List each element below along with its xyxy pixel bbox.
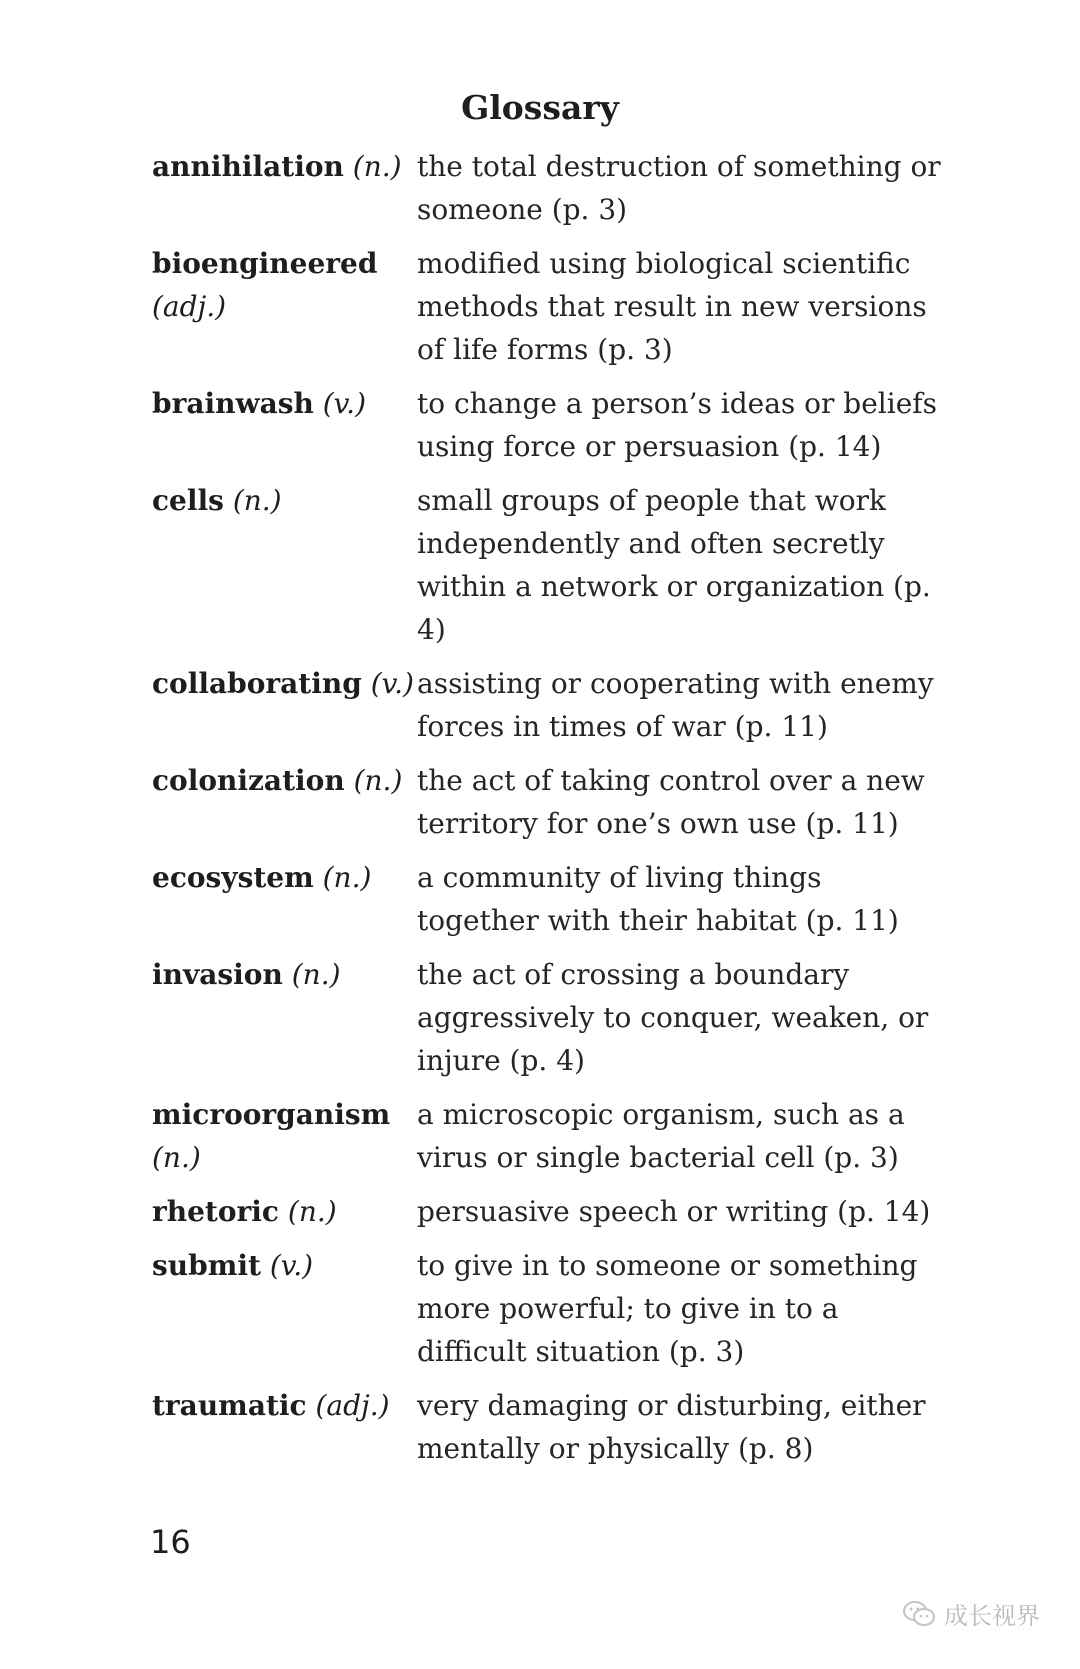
watermark-text: 成长视界 bbox=[944, 1602, 1040, 1630]
term-column bbox=[152, 1244, 417, 1373]
glossary-entry bbox=[152, 145, 952, 231]
glossary-list bbox=[152, 145, 952, 1481]
glossary-definition: to change a person’s ideas or beliefs using force or persuasion (p. 14) bbox=[417, 387, 938, 463]
glossary-definition: to give in to someone or something more powerful; to give in to a difficult situation (p. 3) bbox=[417, 1249, 918, 1368]
term-column bbox=[152, 479, 417, 651]
term-column bbox=[152, 1384, 417, 1470]
glossary-term: cells bbox=[152, 484, 224, 517]
glossary-entry bbox=[152, 1384, 952, 1470]
glossary-definition: a microscopic organism, such as a virus or single bacterial cell (p. 3) bbox=[417, 1098, 905, 1174]
part-of-speech: (v.) bbox=[370, 667, 414, 700]
glossary-entry bbox=[152, 1190, 952, 1233]
glossary-definition: the total destruction of something or someone (p. 3) bbox=[417, 150, 941, 226]
part-of-speech: (adj.) bbox=[315, 1389, 390, 1422]
glossary-term: rhetoric bbox=[152, 1195, 279, 1228]
term-column bbox=[152, 1093, 417, 1179]
glossary-definition: small groups of people that work independently and often secretly within a network or organization (p. 4) bbox=[417, 484, 931, 646]
glossary-term: brainwash bbox=[152, 387, 314, 420]
glossary-definition: a community of living things together with their habitat (p. 11) bbox=[417, 861, 899, 937]
part-of-speech: (v.) bbox=[269, 1249, 314, 1282]
glossary-entry bbox=[152, 1244, 952, 1373]
glossary-entry bbox=[152, 479, 952, 651]
glossary-term: bioengineered bbox=[152, 247, 378, 280]
part-of-speech: (n.) bbox=[353, 764, 403, 797]
glossary-entry bbox=[152, 759, 952, 845]
page-number: 16 bbox=[150, 1523, 191, 1561]
glossary-entry bbox=[152, 242, 952, 371]
term-column bbox=[152, 953, 417, 1082]
part-of-speech: (n.) bbox=[152, 1141, 201, 1174]
glossary-term: traumatic bbox=[152, 1389, 307, 1422]
part-of-speech: (adj.) bbox=[152, 290, 227, 323]
glossary-term: ecosystem bbox=[152, 861, 314, 894]
glossary-entry bbox=[152, 662, 952, 748]
glossary-entry bbox=[152, 856, 952, 942]
glossary-term: submit bbox=[152, 1249, 261, 1282]
part-of-speech: (n.) bbox=[287, 1195, 337, 1228]
glossary-entry bbox=[152, 382, 952, 468]
page-title: Glossary bbox=[461, 88, 619, 127]
glossary-definition: the act of crossing a boundary aggressively to conquer, weaken, or injure (p. 4) bbox=[417, 958, 929, 1077]
term-column bbox=[152, 759, 417, 845]
glossary-definition: assisting or cooperating with enemy forces in times of war (p. 11) bbox=[417, 667, 934, 743]
glossary-term: collaborating bbox=[152, 667, 362, 700]
part-of-speech: (n.) bbox=[232, 484, 282, 517]
glossary-definition: very damaging or disturbing, either mentally or physically (p. 8) bbox=[417, 1389, 926, 1465]
glossary-definition: persuasive speech or writing (p. 14) bbox=[417, 1195, 931, 1228]
watermark bbox=[902, 1596, 1040, 1631]
part-of-speech: (n.) bbox=[352, 150, 402, 183]
term-column bbox=[152, 1190, 417, 1233]
glossary-term: annihilation bbox=[152, 150, 344, 183]
part-of-speech: (n.) bbox=[291, 958, 341, 991]
glossary-term: microorganism bbox=[152, 1098, 391, 1131]
term-column bbox=[152, 856, 417, 942]
term-column bbox=[152, 145, 417, 231]
wechat-icon bbox=[902, 1600, 936, 1628]
term-column bbox=[152, 382, 417, 468]
glossary-entry bbox=[152, 1093, 952, 1179]
glossary-definition: modified using biological scientific methods that result in new versions of life forms (p. 3) bbox=[417, 247, 927, 366]
part-of-speech: (v.) bbox=[322, 387, 366, 420]
glossary-term: invasion bbox=[152, 958, 283, 991]
part-of-speech: (n.) bbox=[322, 861, 372, 894]
term-column bbox=[152, 662, 417, 748]
term-column bbox=[152, 242, 417, 371]
glossary-entry bbox=[152, 953, 952, 1082]
glossary-term: colonization bbox=[152, 764, 345, 797]
glossary-definition: the act of taking control over a new territory for one’s own use (p. 11) bbox=[417, 764, 925, 840]
